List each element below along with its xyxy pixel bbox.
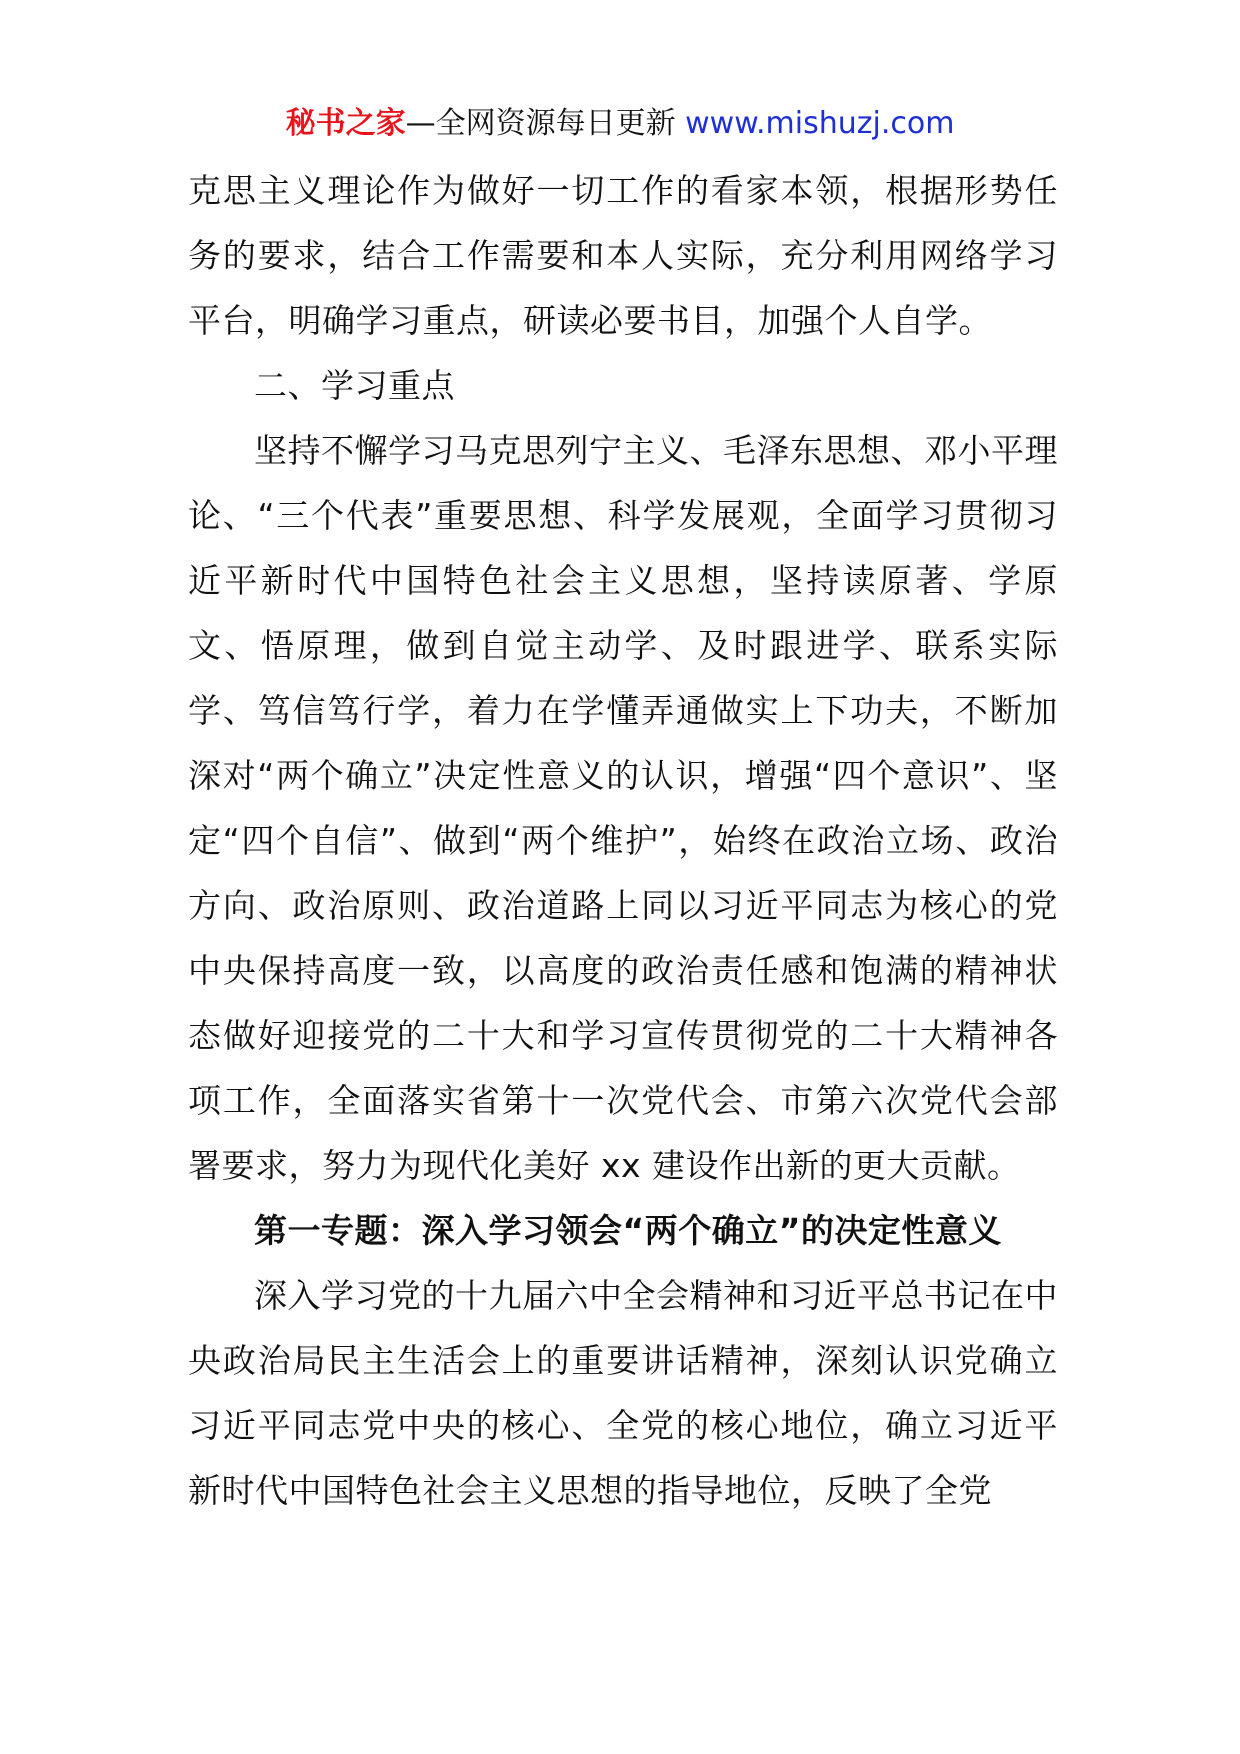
- topic-paragraph: 深入学习党的十九届六中全会精神和习近平总书记在中央政治局民主生活会上的重要讲话精神，深刻认识党确立习近平同志党中央的核心、全党的核心地位，确立习近平新时代中国特色社会主义思想的指导地位，反映了全党: [188, 1276, 1058, 1510]
- website-link[interactable]: www.mishuzj.com: [685, 106, 955, 141]
- document-body: [188, 158, 1058, 1523]
- main-paragraph: 坚持不懈学习马克思列宁主义、毛泽东思想、邓小平理论、“三个代表”重要思想、科学发展观，全面学习贯彻习近平新时代中国特色社会主义思想，坚持读原著、学原文、悟原理，做到自觉主动学、及时跟进学、联系实际学、笃信笃行学，着力在学懂弄通做实上下功夫，不断加深对“两个确立”决定性意义的认识，增强“四个意识”、坚定“四个自信”、做到“两个维护”，始终在政治立场、政治方向、政治原则、政治道路上同以习近平同志为核心的党中央保持高度一致，以高度的政治责任感和饱满的精神状态做好迎接党的二十大和学习宣传贯彻党的二十大精神各项工作，全面落实省第十一次党代会、市第六次党代会部署要求，努力为现代化美好 xx 建设作出新的更大贡献。: [188, 431, 1058, 1185]
- brand-name: 秘书之家: [285, 106, 406, 141]
- header-tagline: —全网资源每日更新: [405, 106, 686, 141]
- topic-heading: 第一专题：深入学习领会“两个确立”的决定性意义: [254, 1211, 1002, 1250]
- section-heading: 二、学习重点: [254, 366, 455, 405]
- page-header: [0, 102, 1240, 146]
- intro-paragraph: 克思主义理论作为做好一切工作的看家本领，根据形势任务的要求，结合工作需要和本人实际，充分利用网络学习平台，明确学习重点，研读必要书目，加强个人自学。: [188, 171, 1058, 340]
